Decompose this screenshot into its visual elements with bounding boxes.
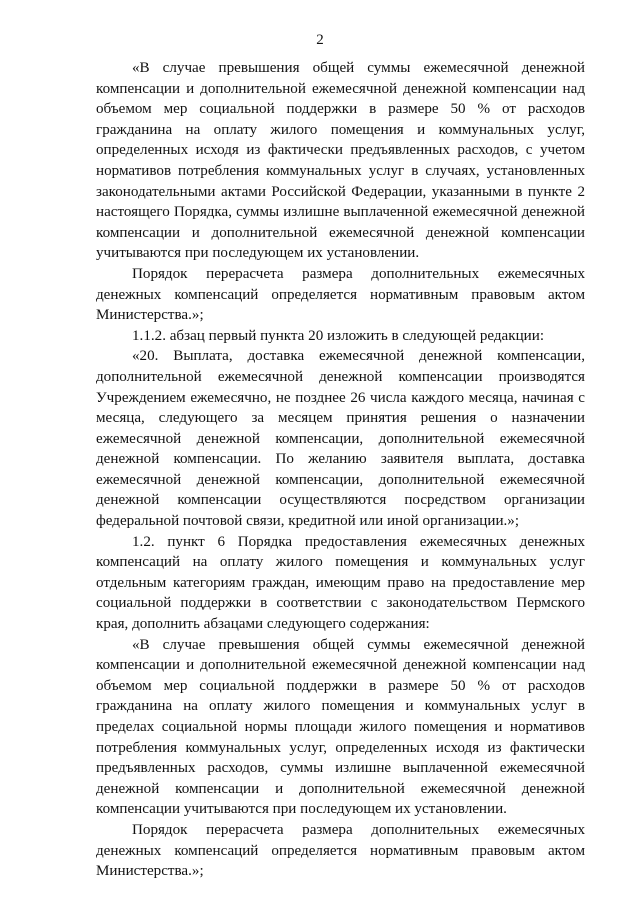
paragraph-quote-item-20: «20. Выплата, доставка ежемесячной денежной компенсации, дополнительной ежемесячной денежной компенсации производятся Учреждением ежемесячно, не позднее 26 числа каждого месяца, начиная с месяца, следующего за месяцем принятия решения о назначении ежемесячной денежной компенсации, дополнительной ежемесячной денежной компенсации. По желанию заявителя выплата, доставка ежемесячной денежной компенсации, дополнительной ежемесячной денежной компенсации осуществляются посредством организации федеральной почтовой связи, кредитной или иной организации.»; (96, 348, 585, 530)
paragraph-item-1-1-2: 1.1.2. абзац первый пункта 20 изложить в следующей редакции: (132, 327, 545, 344)
paragraph-recalculation-procedure-2: Порядок перерасчета размера дополнительных ежемесячных денежных компенсаций определяется нормативным правовым актом Министерства.»; (96, 821, 585, 880)
paragraph-quote-compensation-excess: «В случае превышения общей суммы ежемесячной денежной компенсации и дополнительной ежемесячной денежной компенсации над объемом мер социальной поддержки в размере 50 % от расходов гражданина на оплату жилого помещения и коммунальных услуг, определенных исходя из фактически предъявленных расходов, с учетом нормативов потребления коммунальных услуг в случаях, установленных законодательными актами Российской Федерации, указанными в пункте 2 настоящего Порядка, суммы излишне выплаченной ежемесячной денежной компенсации и дополнительной ежемесячной денежной компенсации учитываются при последующем их установлении. (96, 60, 585, 262)
paragraph-recalculation-procedure: Порядок перерасчета размера дополнительных ежемесячных денежных компенсаций определяется нормативным правовым актом Министерства.»; (96, 265, 585, 324)
paragraph-quote-social-norm: «В случае превышения общей суммы ежемесячной денежной компенсации и дополнительной ежемесячной денежной компенсации над объемом мер социальной поддержки в размере 50 % от расходов гражданина на оплату жилого помещения и коммунальных услуг в пределах социальной нормы площади жилого помещения и нормативов потребления коммунальных услуг, определенных исходя из фактически предъявленных расходов, суммы излишне выплаченной ежемесячной денежной компенсации и дополнительной ежемесячной денежной компенсации учитываются при последующем их установлении. (96, 636, 585, 818)
paragraph-item-1-2: 1.2. пункт 6 Порядка предоставления ежемесячных денежных компенсаций на оплату жилого помещения и коммунальных услуг отдельным категориям граждан, имеющим право на предоставление мер социальной поддержки в соответствии с законодательством Пермского края, дополнить абзацами следующего содержания: (96, 533, 585, 633)
page-number: 2 (316, 32, 324, 48)
document-body (96, 58, 585, 882)
